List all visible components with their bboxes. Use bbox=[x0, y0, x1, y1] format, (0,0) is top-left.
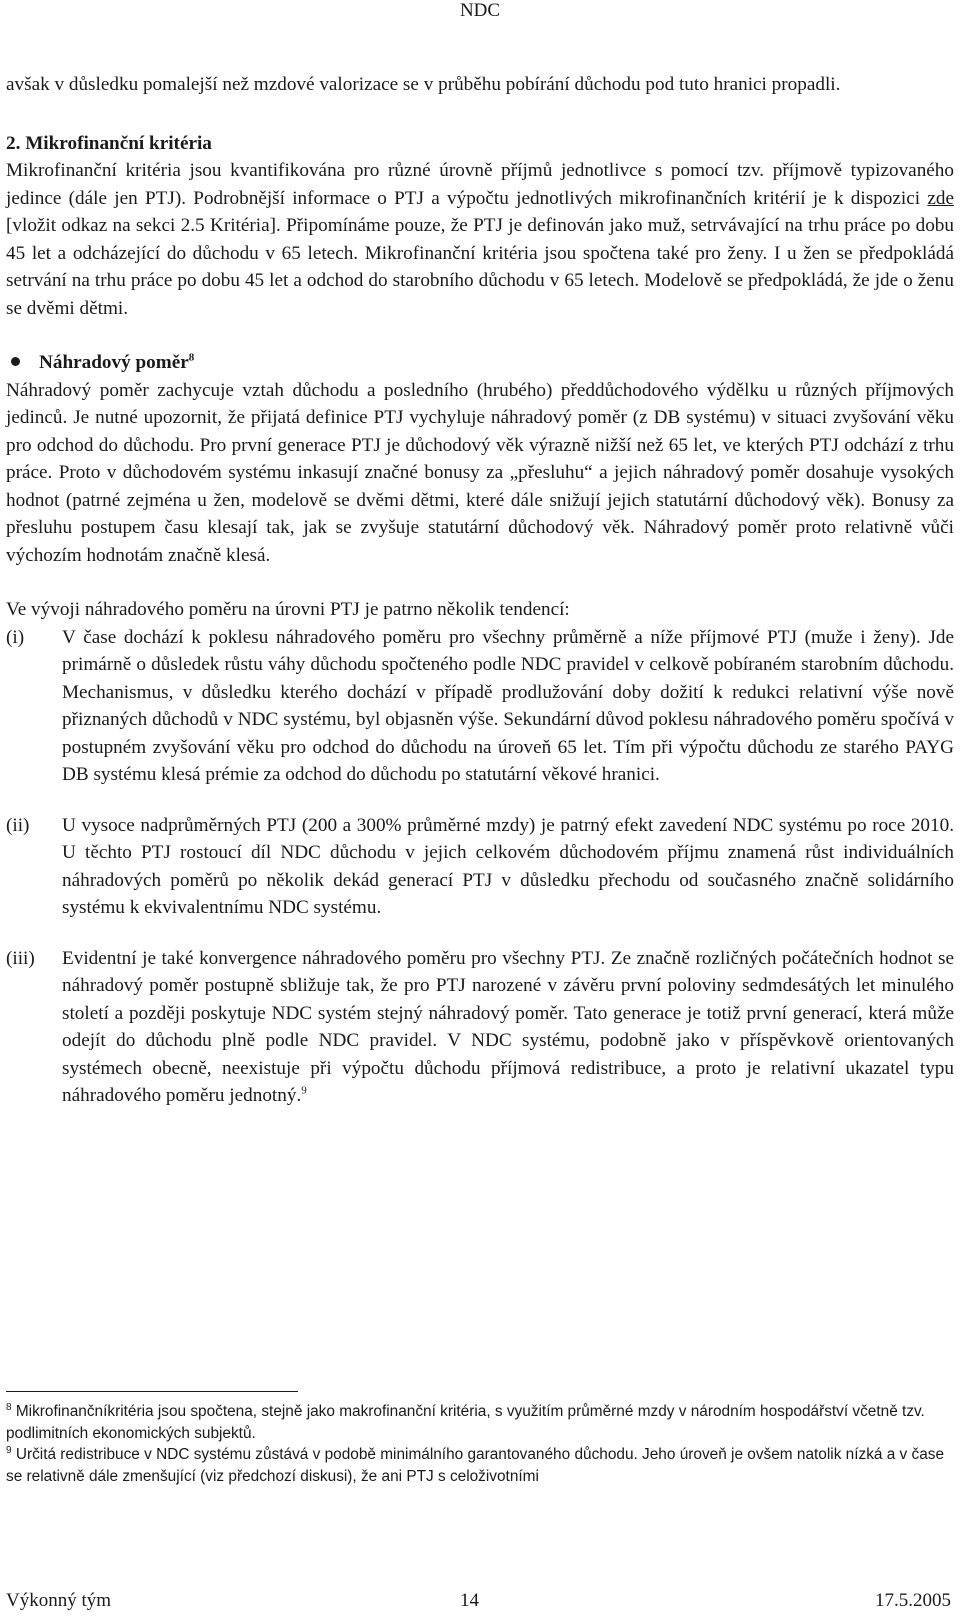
page-content bbox=[6, 71, 954, 1110]
intro-paragraph: avšak v důsledku pomalejší než mzdové valorizace se v průběhu pobírání důchodu pod tuto hranici propadli. bbox=[6, 74, 841, 95]
zde-link[interactable]: zde bbox=[927, 187, 954, 209]
bullet-paragraph: Náhradový poměr zachycuje vztah důchodu a posledního (hrubého) předdůchodového výdělku u různých příjmových jedinců. Je nutné upozornit, že přijatá definice PTJ vychyluje náhradový poměr (z DB systému) v situaci zvyšování věku pro odchod do důchodu. Pro první generace PTJ je důchodový věk výrazně nižší než 65 let, ve kterých PTJ odchází z trhu práce. Proto v důchodovém systému inkasují značné bonusy za „přesluhu“ a jejich náhradový poměr dosahuje vysokých hodnot (patrné zejména u žen, modelově se dvěmi dětmi, které dále snižují jejich statutární důchodový věk). Bonusy za přesluhu postupem času klesají tak, jak se zvyšuje statutární důchodový věk. Náhradový poměr proto relativně vůči výchozím hodnotám značně klesá. bbox=[6, 379, 954, 566]
footnote-number: 9 bbox=[6, 1445, 12, 1457]
list-item-text-wrap bbox=[62, 945, 954, 1110]
list-item-label: (i) bbox=[6, 626, 25, 648]
section-paragraph-text: Mikrofinanční kritéria jsou kvantifikována pro různé úrovně příjmů jednotlivce s pomocí tzv. příjmově typizovaného jedince (dále jen PTJ). Podrobnější informace o PTJ a výpočtu jednotlivých mikrofinančních kritérií je k dispozici bbox=[6, 160, 954, 209]
header-title: NDC bbox=[459, 0, 501, 21]
list-item-text: U vysoce nadprůměrných PTJ (200 a 300% průměrné mzdy) je patrný efekt zavedení NDC systému po roce 2010. U těchto PTJ rostoucí díl NDC důchodu v jejich celkovém důchodovém příjmu znamená růst individuálních náhradových poměrů po několik dekád generací PTJ v důsledku přechodu od současného značně solidárního systému k ekvivalentnímu NDC systému. bbox=[62, 814, 954, 918]
footnote-ref-8[interactable]: 8 bbox=[188, 351, 195, 364]
spacer bbox=[6, 99, 954, 130]
bullet-heading-text: Náhradový poměr bbox=[39, 352, 189, 373]
list-item-label: (iii) bbox=[6, 947, 35, 969]
page-header bbox=[0, 0, 960, 22]
spacer bbox=[6, 569, 954, 596]
footnote-text: Určitá redistribuce v NDC systému zůstává v podobě minimálního garantovaného důchodu. Jeho úroveň je ovšem natolik nízká a v čase se relativně dále zmenšující (viz předchozí diskusi), že ani PTJ s celoživotními bbox=[6, 1446, 945, 1485]
list-item-label: (ii) bbox=[6, 814, 30, 836]
page-footer bbox=[6, 1590, 951, 1614]
footer-date: 17.5.2005 bbox=[875, 1590, 951, 1611]
footnotes bbox=[6, 1401, 946, 1487]
section-paragraph-end: [vložit odkaz na sekci 2.5 Kritéria]. Připomínáme pouze, že PTJ je definován jako muž, setrvávající na trhu práce po dobu 45 let a odcházející do důchodu v 65 letech. Mikrofinanční kritéria jsou spočtena také pro ženy. I u žen se předpokládá setrvání na trhu práce po dobu 45 let a odchod do starobního důchodu v 65 letech. Modelově se předpokládá, že jde o ženu se dvěmi dětmi. bbox=[6, 215, 954, 319]
list-item-text: V čase dochází k poklesu náhradového poměru pro všechny průměrně a níže příjmové PTJ (muže i ženy). Jde primárně o důsledek růstu váhy důchodu spočteného podle NDC pravidel v celkově pobíraném starobním důchodu. Mechanismus, v důsledku kterého dochází v případě prodlužování doby dožití k redukci relativní výše nově přiznaných důchodů v NDC systému, byl objasněn výše. Sekundární důvod poklesu náhradového poměru spočívá v postupném zvyšování věku pro odchod do důchodu na úroveň 65 let. Tím při výpočtu důchodu ze starého PAYG DB systému klesá prémie za odchod do důchodu po statutární věkové hranici. bbox=[62, 626, 954, 785]
section-heading: 2. Mikrofinanční kritéria bbox=[6, 132, 212, 154]
bullet-icon bbox=[11, 357, 20, 366]
spacer bbox=[6, 789, 954, 812]
bullet-heading-row bbox=[6, 349, 954, 377]
list-item bbox=[6, 812, 954, 922]
trends-intro: Ve vývoji náhradového poměru na úrovni PTJ je patrno několik tendencí: bbox=[6, 599, 570, 620]
list-item-text: Evidentní je také konvergence náhradového poměru pro všechny PTJ. Ze značně rozličných počátečních hodnot se náhradový poměr postupně sbližuje tak, že pro PTJ narozené v závěru první poloviny sedmdesátých let minulého století a později poskytuje NDC systém stejný náhradový poměr. Tato generace je totiž první generací, která může odejít do důchodu plně podle NDC pravidel. V NDC systému, podobně jako v příspěvkově orientovaných systémech obecně, neexistuje při výpočtu důchodu příjmová redistribuce, a proto je relativní ukazatel typu náhradového poměru jednotný. bbox=[62, 947, 954, 1106]
footer-team: Výkonný tým bbox=[6, 1590, 112, 1611]
page-number: 14 bbox=[460, 1590, 479, 1611]
list-item bbox=[6, 945, 954, 1110]
footnote-8 bbox=[6, 1401, 946, 1444]
footnote-text: Mikrofinančníkritéria jsou spočtena, stejně jako makrofinanční kritéria, s využitím průměrné mzdy v národním hospodářství včetně tzv. podlimitních ekonomických subjektů. bbox=[6, 1403, 925, 1442]
section-paragraph bbox=[6, 157, 954, 322]
footnote-number: 8 bbox=[6, 1401, 12, 1413]
list-item bbox=[6, 624, 954, 789]
footnote-ref-9[interactable]: 9 bbox=[301, 1084, 307, 1097]
footnote-9 bbox=[6, 1444, 946, 1487]
footnote-separator bbox=[6, 1391, 298, 1392]
spacer bbox=[6, 922, 954, 945]
bullet-heading bbox=[39, 349, 194, 377]
spacer bbox=[6, 322, 954, 349]
